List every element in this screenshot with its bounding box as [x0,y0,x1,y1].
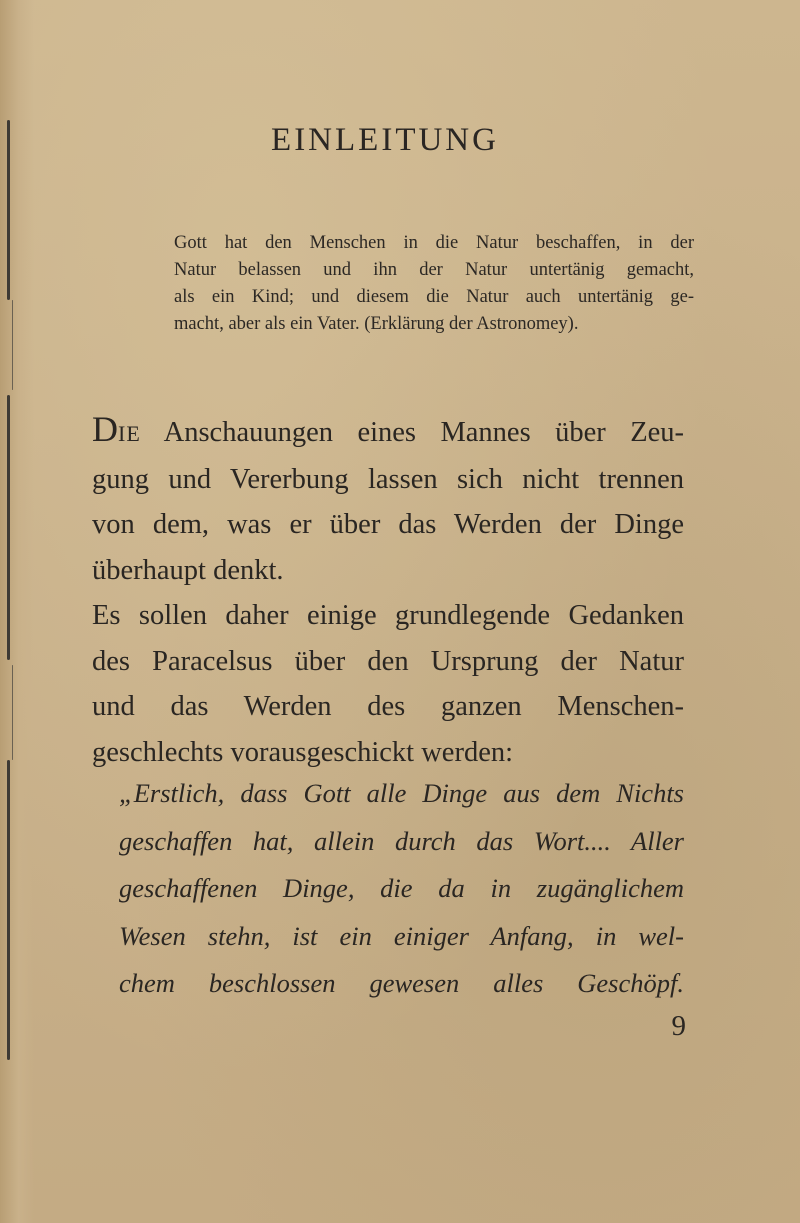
body-line: gung und Vererbung lassen sich nicht trennen [92,463,684,495]
motto-line: Gott hat den Menschen in die Natur beschaffen, in der [174,233,694,253]
quote-line: „Erstlich, dass Gott alle Dinge aus dem Nichts [119,778,684,808]
motto-line: als ein Kind; und diesem die Natur auch untertänig ge- [174,287,694,307]
first-word-rest: IE [118,421,141,446]
body-line: des Paracelsus über den Ursprung der Natur [92,645,684,677]
body-paragraphs [92,407,684,775]
motto-line: macht, aber als ein Vater. (Erklärung der Astronomey). [174,314,579,334]
drop-cap: D [92,409,118,449]
body-line: von dem, was er über das Werden der Dinge [92,509,684,540]
quote-line: chem beschlossen gewesen alles Geschöpf. [119,968,684,998]
motto-line: Natur belassen und ihn der Natur untertänig gemacht, [174,260,694,280]
quote-line: geschaffen hat, allein durch das Wort.... Aller [119,825,684,856]
body-line: und das Werden des ganzen Menschen- [92,691,684,722]
binding-thread [7,395,10,660]
binding-thread [12,665,13,760]
body-line-first [92,407,684,457]
book-binding-edge [0,0,34,1223]
motto-epigraph [174,230,694,338]
paracelsus-quote [119,770,684,1008]
body-line: überhaupt denkt. [92,554,284,586]
binding-thread [7,760,10,1060]
page-number: 9 [671,1010,686,1042]
body-line: geschlechts vorausgeschickt werden: [92,736,514,768]
chapter-title: EINLEITUNG [271,122,499,158]
body-line: Es sollen daher einige grundlegende Gedanken [92,600,684,631]
quote-line: Wesen stehn, ist ein einiger Anfang, in wel- [119,920,684,951]
quote-line: geschaffenen Dinge, die da in zugänglichem [119,873,684,903]
binding-thread [12,300,13,390]
body-line-text: Anschauungen eines Mannes über Zeu- [140,417,684,448]
